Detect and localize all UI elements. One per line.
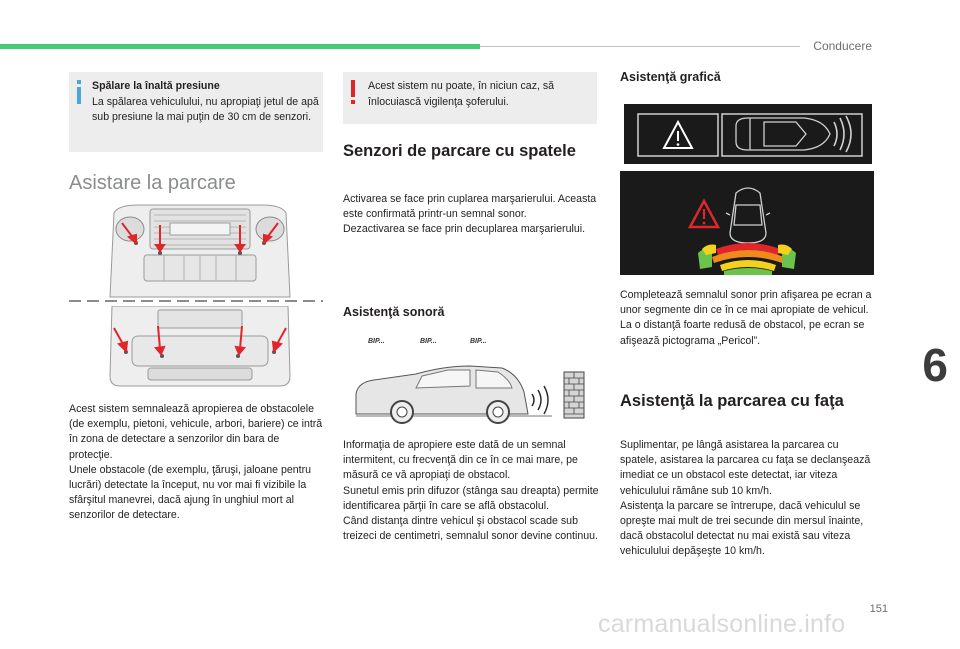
display-screen-side-view <box>624 104 872 164</box>
page-number: 151 <box>869 603 888 615</box>
audio-title: Asistenţă sonoră <box>343 305 445 319</box>
paragraph: Activarea se face prin cuplarea marşarierului. Aceasta este confirmată printr-un semnal sonor. <box>343 193 597 221</box>
section-title: Asistare la parcare <box>69 172 236 194</box>
warning-icon <box>351 80 355 104</box>
warning-box <box>343 72 597 124</box>
front-bumper-sensors-illustration <box>108 203 292 298</box>
paragraph: La o distanţă foarte redusă de obstacol, pe ecran se afişează pictograma „Pericol”. <box>620 319 865 347</box>
warning-box-text: Acest sistem nu poate, în niciun caz, să înlocuiască vigilenţa şoferului. <box>368 80 555 108</box>
paragraph: Acest sistem semnalează apropierea de obstacolele (de exemplu, pietoni, vehicule, arbori, bariere) ce intră în zona de detectare a senzorilor din bara de protecţie. <box>69 403 323 461</box>
rear-sensors-text <box>343 192 597 238</box>
paragraph: Când distanţa dintre vehicul şi obstacol scade sub treizeci de centimetri, semnalul sonor devine continuu. <box>343 515 598 543</box>
paragraph: Completează semnalul sonor prin afişarea pe ecran a unor segmente din ce în ce mai apropiate de vehicul. <box>620 289 872 317</box>
audio-text <box>343 438 599 544</box>
beep-label: BIP... <box>470 338 487 345</box>
paragraph: Suplimentar, pe lângă asistarea la parcarea cu spatele, asistarea la parcarea cu faţa se declanşează imediat ce un obstacol este detectat, iar viteza vehiculului rămâne sub 10 km/h. <box>620 439 871 497</box>
paragraph: Unele obstacole (de exemplu, ţăruşi, jaloane pentru lucrări) detectate la început, nu vor mai fi vizibile la sfârşitul manevrei, dacă ajung în unghiul mort al senzorilor de detectare. <box>69 463 312 522</box>
paragraph: Sunetul emis prin difuzor (stânga sau dreapta) permite identificarea părţii în care se află obstacolul. <box>343 484 599 512</box>
audio-assist-illustration <box>352 330 592 428</box>
chapter-title: Conducere <box>813 39 872 53</box>
info-box-title: Spălare la înaltă presiune <box>92 80 220 92</box>
beep-label: BIP... <box>368 338 385 345</box>
info-box-text: La spălarea vehiculului, nu apropiaţi jetul de apă sub presiune la mai puţin de 30 cm de senzori. <box>92 95 319 123</box>
chapter-number: 6 <box>922 339 948 391</box>
info-icon <box>77 80 81 104</box>
paragraph: Asistenţa la parcare se întrerupe, dacă vehiculul se opreşte mai mult de trei secunde din mersul înainte, dacă obstacolul detectat nu mai există sau viteza vehiculului depăşeşte 10 km/h. <box>620 499 864 558</box>
front-assist-text <box>620 438 876 560</box>
graphic-title: Asistenţă grafică <box>620 70 721 84</box>
header-accent-bar <box>0 44 480 49</box>
front-assist-title: Asistenţă la parcarea cu faţa <box>620 392 844 410</box>
header-rule <box>480 46 800 47</box>
display-screen-top-view <box>620 171 874 275</box>
paragraph: Dezactivarea se face prin decuplarea marşarierului. <box>343 223 586 236</box>
watermark: carmanualsonline.info <box>598 610 846 638</box>
paragraph: Informaţia de apropiere este dată de un semnal intermitent, cu frecvenţă din ce în ce mai mare, pe măsură ce vă apropiaţi de obstacol. <box>343 439 578 482</box>
col1-body <box>69 402 323 524</box>
rear-sensors-title: Senzori de parcare cu spatele <box>343 142 576 160</box>
graphic-text <box>620 288 874 349</box>
info-box <box>69 72 323 152</box>
rear-bumper-sensors-illustration <box>108 306 292 388</box>
beep-label: BIP... <box>420 338 437 345</box>
divider-dashed <box>69 300 323 302</box>
